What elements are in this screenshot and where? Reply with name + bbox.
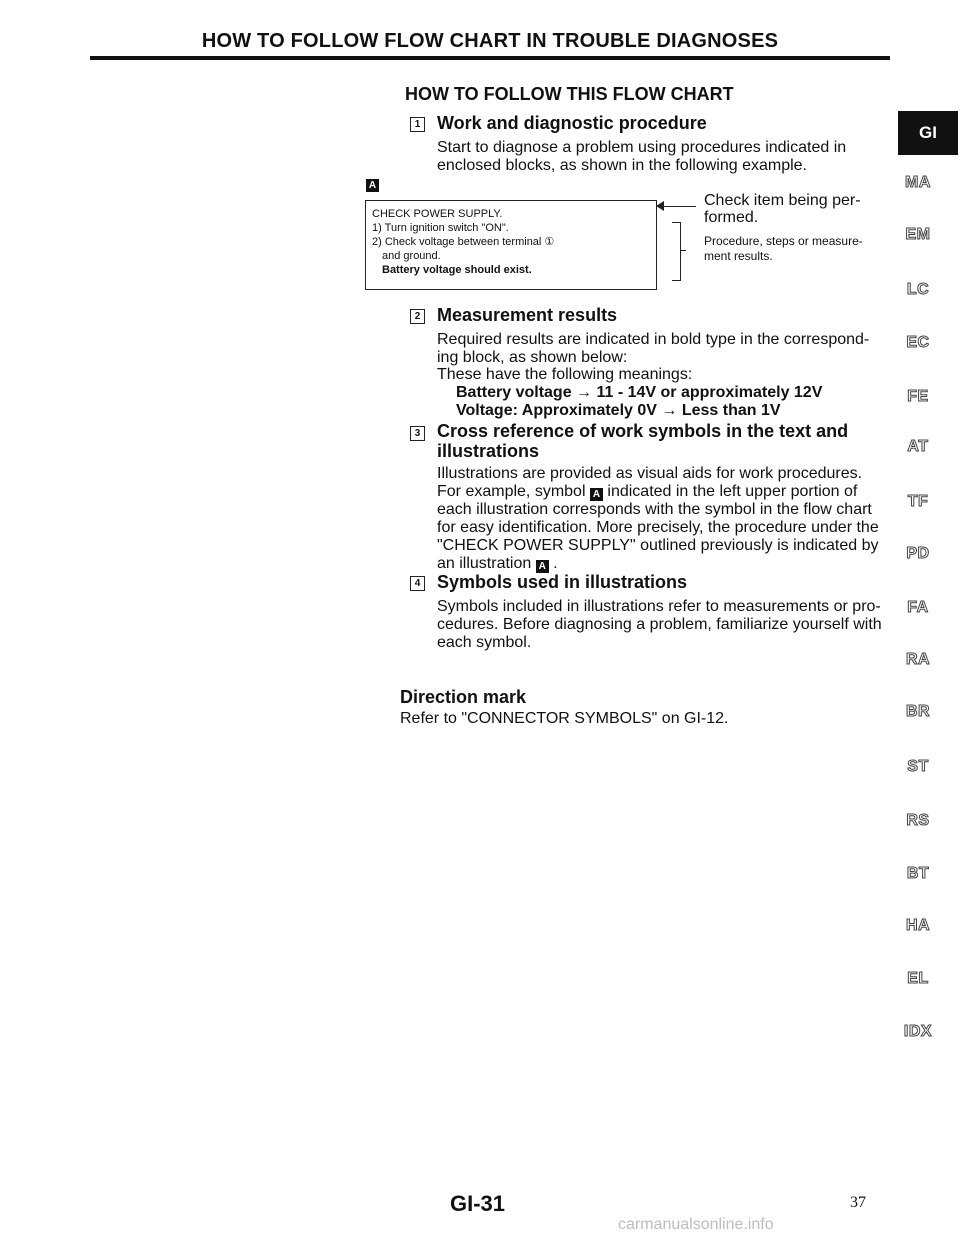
example-marker-a: A: [366, 179, 379, 192]
tab-pd[interactable]: PD: [906, 545, 930, 562]
section-3-text-2: [437, 483, 857, 501]
tab-ma[interactable]: MA: [905, 174, 931, 191]
arrow-line: [660, 206, 696, 207]
section-2-number: 2: [410, 309, 425, 324]
note-procedure-2: ment results.: [704, 249, 773, 263]
section-1-text-2: enclosed blocks, as shown in the following example.: [437, 157, 807, 174]
tab-br[interactable]: BR: [905, 703, 931, 720]
tab-gi-active[interactable]: GI: [898, 111, 958, 155]
note-check-item-2: formed.: [704, 209, 759, 226]
section-1-number: 1: [410, 117, 425, 132]
bracket-tick: [680, 250, 686, 251]
tab-st[interactable]: ST: [907, 758, 929, 775]
tab-lc[interactable]: LC: [906, 281, 930, 298]
example-line-3: 2) Check voltage between terminal ①: [372, 236, 555, 248]
section-3-title-1: Cross reference of work symbols in the text and: [437, 421, 849, 441]
section-3-text-5: "CHECK POWER SUPPLY" outlined previously is indicated by: [437, 537, 879, 554]
direction-mark-text: Refer to "CONNECTOR SYMBOLS" on GI-12.: [400, 710, 729, 727]
example-line-1: CHECK POWER SUPPLY.: [372, 208, 503, 220]
symbol-a-inline-2: A: [536, 560, 549, 573]
section-4-number: 4: [410, 576, 425, 591]
tab-ha[interactable]: HA: [905, 917, 931, 934]
section-1-text-1: Start to diagnose a problem using procedures indicated in: [437, 139, 847, 156]
arrow-head: [656, 201, 664, 211]
section-2-text-2: ing block, as shown below:: [437, 349, 628, 366]
section-3-text-2b: indicated in the left upper portion of: [602, 483, 858, 500]
example-block: [365, 200, 657, 290]
section-3-text-3: each illustration corresponds with the symbol in the flow chart: [437, 501, 872, 518]
tab-rs[interactable]: RS: [906, 812, 930, 829]
tab-at[interactable]: AT: [907, 438, 929, 455]
section-3-text-6: [437, 555, 558, 573]
example-line-5: Battery voltage should exist.: [382, 264, 532, 276]
footer-page-number: 37: [850, 1194, 866, 1211]
tab-fe[interactable]: FE: [907, 388, 929, 405]
footer-page-code: GI-31: [450, 1191, 506, 1216]
section-3-text-6b: .: [548, 555, 558, 572]
tab-ra[interactable]: RA: [905, 651, 931, 668]
tab-em[interactable]: EM: [905, 226, 931, 243]
section-2-text-1: Required results are indicated in bold type in the correspond-: [437, 331, 870, 348]
section-4-title: Symbols used in illustrations: [437, 572, 688, 592]
direction-mark-title: Direction mark: [400, 687, 527, 707]
page-title: HOW TO FOLLOW FLOW CHART IN TROUBLE DIAGNOSES: [201, 30, 779, 52]
header-rule: [90, 56, 890, 60]
tab-tf[interactable]: TF: [907, 493, 929, 510]
tab-fa[interactable]: FA: [907, 599, 929, 616]
section-4-text-2: cedures. Before diagnosing a problem, familiarize yourself with: [437, 616, 882, 633]
example-line-2: 1) Turn ignition switch "ON".: [372, 222, 509, 234]
flow-heading: HOW TO FOLLOW THIS FLOW CHART: [405, 84, 734, 104]
section-2-text-3: These have the following meanings:: [437, 366, 693, 383]
section-4-text-3: each symbol.: [437, 634, 532, 651]
symbol-a-inline-1: A: [590, 488, 603, 501]
section-2-bold-2: Voltage: Approximately 0V → Less than 1V: [456, 402, 781, 419]
tab-ec[interactable]: EC: [906, 334, 930, 351]
tab-idx[interactable]: IDX: [903, 1023, 933, 1040]
tab-el[interactable]: EL: [907, 970, 929, 987]
section-3-number: 3: [410, 426, 425, 441]
section-3-text-4: for easy identification. More precisely, the procedure under the: [437, 519, 879, 536]
section-2-title: Measurement results: [437, 305, 618, 325]
section-1-title: Work and diagnostic procedure: [437, 113, 707, 133]
section-2-bold-1: Battery voltage → 11 - 14V or approximately 12V: [456, 384, 823, 401]
bracket: [672, 222, 681, 281]
example-line-4: and ground.: [382, 250, 441, 262]
watermark: carmanualsonline.info: [618, 1216, 774, 1233]
tab-bt[interactable]: BT: [906, 865, 930, 882]
section-4-text-1: Symbols included in illustrations refer to measurements or pro-: [437, 598, 881, 615]
section-3-text-6a: an illustration: [437, 555, 536, 572]
note-check-item-1: Check item being per-: [704, 192, 861, 209]
section-3-text-2a: For example, symbol: [437, 483, 590, 500]
section-3-text-1: Illustrations are provided as visual aids for work procedures.: [437, 465, 863, 482]
section-3-title-2: illustrations: [437, 441, 540, 461]
note-procedure-1: Procedure, steps or measure-: [704, 234, 863, 248]
